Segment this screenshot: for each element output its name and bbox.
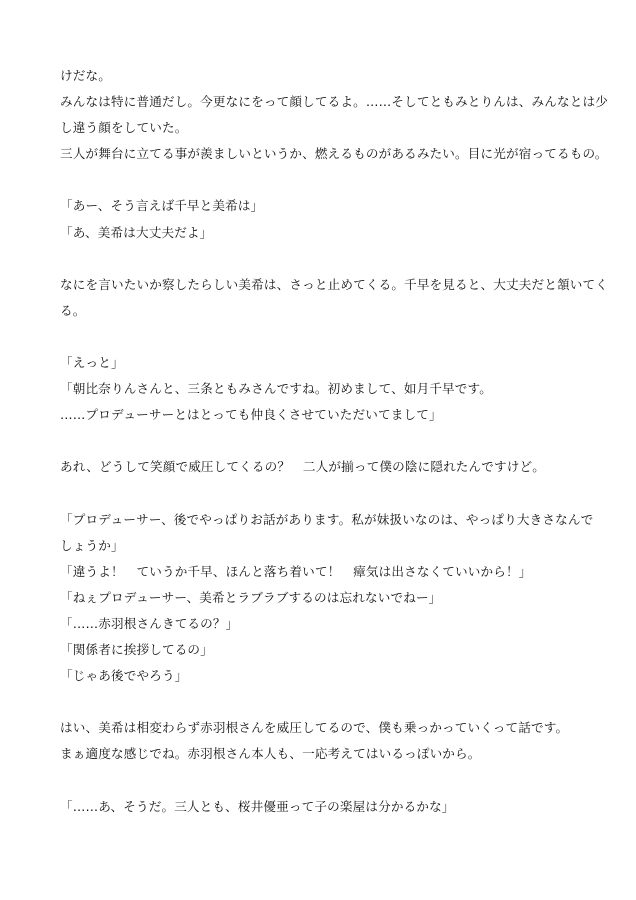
dialogue-line: 「プロデューサー、後でやっぱりお話があります。私が妹扱いなのは、やっぱり大きさなんで bbox=[60, 511, 594, 527]
blank-line bbox=[60, 324, 580, 350]
dialogue-line: 「えっと」 bbox=[60, 355, 124, 371]
blank-line bbox=[60, 481, 580, 507]
text-line: けだな。 bbox=[60, 68, 111, 83]
blank-line bbox=[60, 768, 580, 794]
dialogue-line: ……プロデューサーとはとっても仲良くさせていただいてまして」 bbox=[60, 407, 442, 423]
text-line: みんなは特に普通だし。今更なにをって顔してるよ。……そしてともみとりんは、みんなとは少 bbox=[60, 94, 608, 110]
dialogue-line: 「違うよ！ ていうか千早、ほんと落ち着いて！ 瘴気は出さなくていいから！」 bbox=[60, 563, 532, 579]
text-line: 三人が舞台に立てる事が羨ましいというか、燃えるものがあるみたい。目に光が宿ってるもの。 bbox=[60, 146, 608, 162]
text-line: る。 bbox=[60, 302, 86, 318]
dialogue-line: 「あー、そう言えば千早と美希は」 bbox=[60, 198, 264, 214]
blank-line bbox=[60, 167, 580, 193]
body-text bbox=[60, 63, 608, 820]
text-line: なにを言いたいか察したらしい美希は、さっと止めてくる。千早を見ると、大丈夫だと頷いてく bbox=[60, 276, 608, 292]
dialogue-line: 「じゃあ後でやろう」 bbox=[60, 668, 188, 684]
dialogue-line: 「ねぇプロデューサー、美希とラブラブするのは忘れないでねー」 bbox=[60, 589, 442, 605]
text-line: し違う顔をしていた。 bbox=[60, 120, 188, 136]
blank-line bbox=[60, 689, 580, 715]
dialogue-line: 「あ、美希は大丈夫だよ」 bbox=[60, 224, 213, 240]
text-line: まぁ適度な感じでね。赤羽根さん本人も、一応考えてはいるっぽいから。 bbox=[60, 746, 481, 762]
dialogue-line: 「朝比奈りんさんと、三条ともみさんですね。初めまして、如月千早です。 bbox=[60, 381, 493, 397]
dialogue-line: しょうか」 bbox=[60, 537, 124, 553]
dialogue-line: 「……赤羽根さんきてるの？」 bbox=[60, 615, 239, 631]
dialogue-line: 「……あ、そうだ。三人とも、桜井優亜って子の楽屋は分かるかな」 bbox=[60, 798, 455, 814]
dialogue-line: 「関係者に挨拶してるの」 bbox=[60, 642, 213, 658]
text-line: はい、美希は相変わらず赤羽根さんを威圧してるので、僕も乗っかっていくって話です。 bbox=[60, 720, 569, 736]
blank-line bbox=[60, 246, 580, 272]
blank-line bbox=[60, 428, 580, 454]
text-line: あれ、どうして笑顔で威圧してくるの？ 二人が揃って僕の陰に隠れたんですけど。 bbox=[60, 459, 546, 475]
